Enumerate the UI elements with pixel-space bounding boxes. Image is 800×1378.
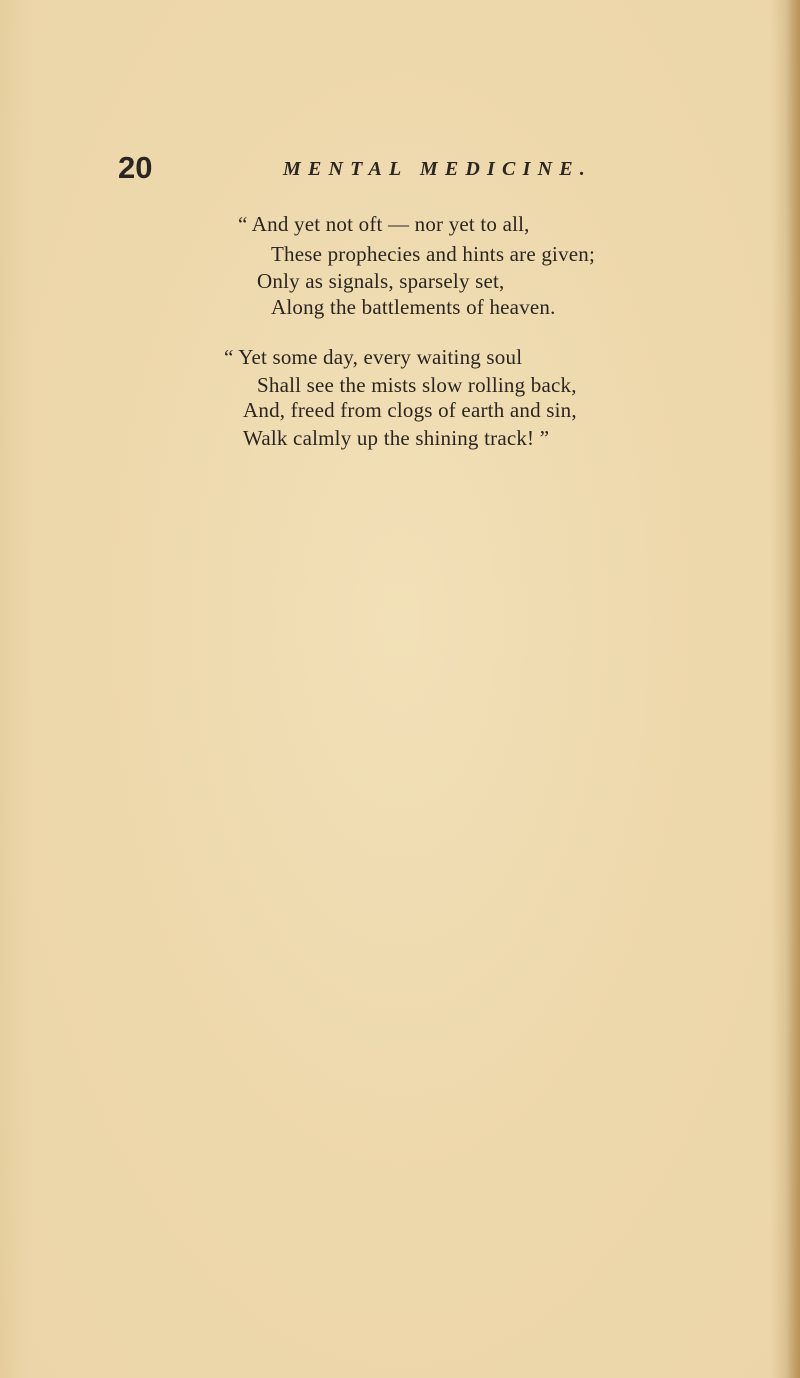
page-edge-shadow [786,0,800,1378]
poem-line: “ Yet some day, every waiting soul [224,345,523,369]
poem-line: Shall see the mists slow rolling back, [257,373,577,397]
poem-line: Walk calmly up the shining track! ” [243,426,550,450]
poem-line: And, freed from clogs of earth and sin, [243,398,577,422]
page-number: 20 [118,150,153,185]
poem-line: Only as signals, sparsely set, [257,269,505,293]
running-head: MENTAL MEDICINE. [283,158,592,180]
poem-line: These prophecies and hints are given; [271,242,596,266]
poem-line: “ And yet not oft — nor yet to all, [238,212,530,236]
poem-line: Along the battlements of heaven. [271,295,556,319]
